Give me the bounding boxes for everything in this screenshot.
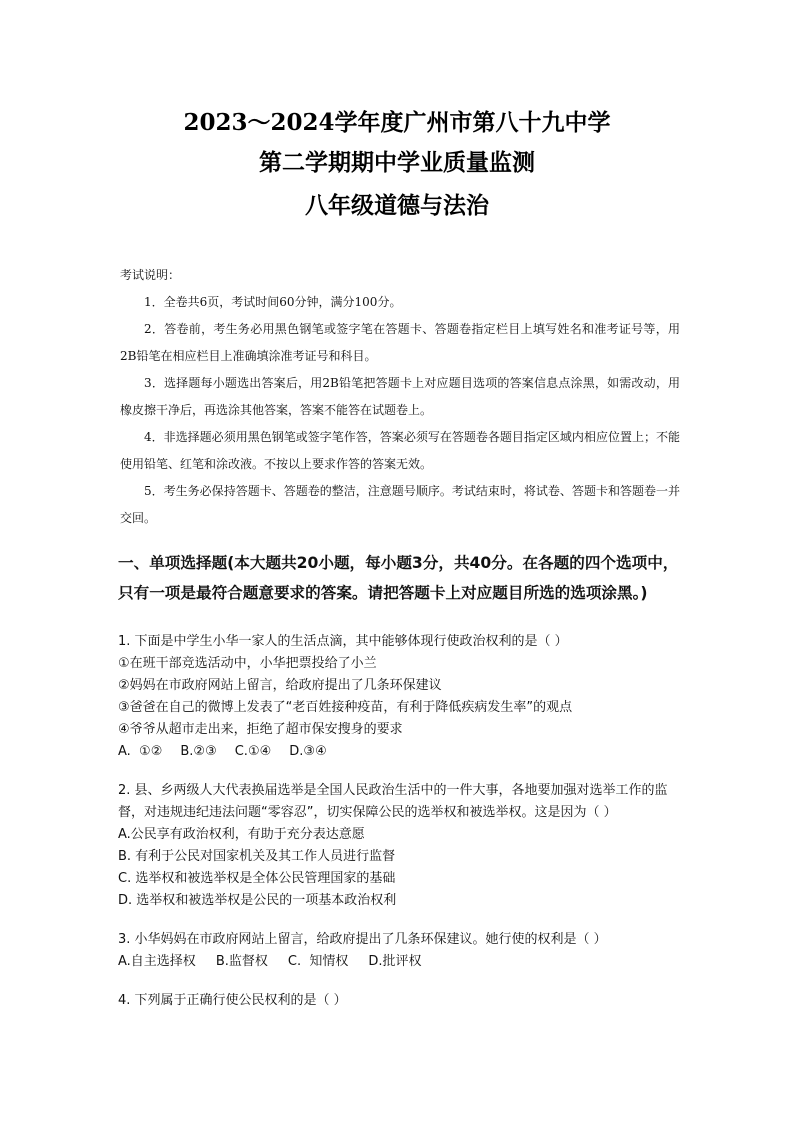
instruction-item: 4．非选择题必须用黑色钢笔或签字笔作答，答案必须写在答题卷各题目指定区域内相应位置上；不能使用铅笔、红笔和涂改液。不按以上要求作答的答案无效。: [120, 430, 680, 471]
question-stem: 4. 下列属于正确行使公民权利的是（ ）: [118, 993, 347, 1008]
exam-title-school: 2023～2024学年度广州市第八十九中学: [183, 109, 611, 136]
option-b: B.②③: [180, 744, 217, 759]
instruction-item: 2．答卷前，考生务必用黑色钢笔或签字笔在答题卡、答题卷指定栏目上填写姓名和准考证号等，用2B铅笔在相应栏目上准确填涂准考证号和科目。: [120, 322, 680, 363]
question-stem: 2. 县、乡两级人大代表换届选举是全国人民政治生活中的一件大事，各地要加强对选举工作的监督，对违规违纪违法问题“零容忍”，切实保障公民的选举权和被选举权。这是因为（ ）: [118, 783, 668, 820]
question-statement: ①在班干部竞选活动中，小华把票投给了小兰: [118, 656, 377, 671]
option-d: D. 选举权和被选举权是公民的一项基本政治权利: [118, 893, 397, 908]
question-statement: ②妈妈在市政府网站上留言，给政府提出了几条环保建议: [118, 678, 442, 693]
section-heading: 一、单项选择题(本大题共20小题，每小题3分，共40分。在各题的四个选项中，只有一项是最符合题意要求的答案。请把答题卡上对应题目所选的选项涂黑。): [118, 554, 679, 602]
option-d: D.③④: [289, 744, 327, 759]
option-a: A.自主选择权: [118, 954, 196, 969]
option-c: C. 选举权和被选举权是全体公民管理国家的基础: [118, 871, 396, 886]
question-4: [118, 990, 684, 1012]
option-b: B.监督权: [215, 954, 268, 969]
instruction-item: 1．全卷共6页，考试时间60分钟，满分100分。: [144, 295, 402, 309]
exam-instructions: [120, 262, 680, 532]
option-c: C.①④: [234, 744, 272, 759]
option-a: A. ①②: [118, 744, 163, 759]
question-2: [118, 780, 684, 912]
option-d: D.批评权: [368, 954, 422, 969]
question-statement: ③爸爸在自己的微博上发表了“老百姓接种疫苗，有利于降低疾病发生率”的观点: [118, 700, 573, 715]
instructions-heading: 考试说明：: [120, 268, 181, 282]
answer-options: [118, 951, 684, 973]
question-list: [118, 631, 684, 1029]
exam-title-subject: 八年级道德与法治: [305, 192, 489, 219]
question-stem: 3. 小华妈妈在市政府网站上留言，给政府提出了几条环保建议。她行使的权利是（ ）: [118, 932, 607, 947]
option-b: B. 有利于公民对国家机关及其工作人员进行监督: [118, 849, 396, 864]
instruction-item: 5．考生务必保持答题卡、答题卷的整洁，注意题号顺序。考试结束时，将试卷、答题卡和答题卷一并交回。: [120, 484, 680, 525]
answer-options: [118, 741, 684, 763]
question-stem: 1. 下面是中学生小华一家人的生活点滴，其中能够体现行使政治权利的是（ ）: [118, 634, 568, 649]
instruction-item: 3．选择题每小题选出答案后，用2B铅笔把答题卡上对应题目选项的答案信息点涂黑，如需改动，用橡皮擦干净后，再选涂其他答案，答案不能答在试题卷上。: [120, 376, 680, 417]
question-3: [118, 929, 684, 973]
exam-title-term: 第二学期期中学业质量监测: [259, 149, 535, 176]
option-c: C. 知情权: [287, 954, 349, 969]
question-1: [118, 631, 684, 763]
question-statement: ④爷爷从超市走出来，拒绝了超市保安搜身的要求: [118, 722, 403, 737]
option-a: A.公民享有政治权利，有助于充分表达意愿: [118, 827, 365, 842]
